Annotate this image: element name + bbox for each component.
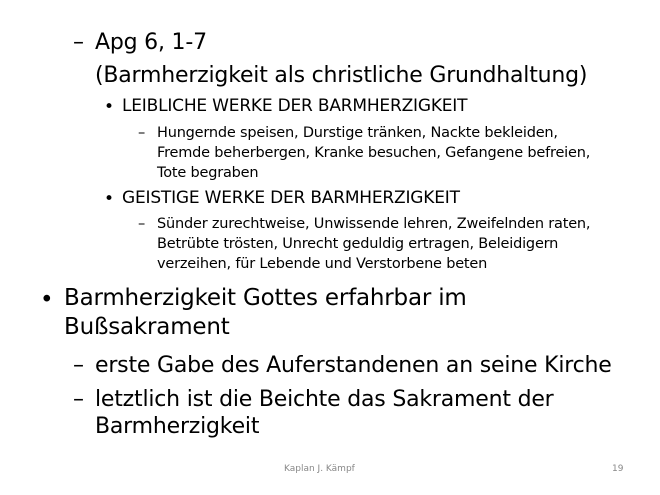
sub-point-line: erste Gabe des Auferstandenen an seine Kirche — [95, 353, 612, 378]
dash-marker: – — [73, 387, 84, 412]
sub-heading: Apg 6, 1-7 — [95, 30, 207, 55]
dash-marker: – — [138, 216, 146, 232]
bullet-marker: • — [104, 189, 115, 209]
section-heading-spiritual: GEISTIGE WERKE DER BARMHERZIGKEIT — [122, 188, 460, 208]
sub-heading-note: (Barmherzigkeit als christliche Grundhaltung) — [95, 63, 588, 88]
bullet-marker: • — [104, 97, 115, 117]
section-heading-bodily: LEIBLICHE WERKE DER BARMHERZIGKEIT — [122, 96, 468, 116]
spiritual-works-line: Sünder zurechtweise, Unwissende lehren, Zweifelnden raten, — [157, 216, 591, 232]
dash-marker: – — [73, 30, 84, 55]
sub-point-line: Barmherzigkeit — [95, 414, 260, 439]
spiritual-works-line: verzeihen, für Lebende und Verstorbene beten — [157, 256, 488, 272]
main-point-line: Barmherzigkeit Gottes erfahrbar im — [64, 285, 467, 311]
bodily-works-line: Hungernde speisen, Durstige tränken, Nackte bekleiden, — [157, 125, 558, 141]
spiritual-works-line: Betrübte trösten, Unrecht geduldig ertragen, Beleidigern — [157, 236, 559, 252]
bullet-marker: • — [40, 287, 54, 313]
sub-point-line: letztlich ist die Beichte das Sakrament der — [95, 387, 554, 412]
dash-marker: – — [138, 125, 146, 141]
footer-author: Kaplan J. Kämpf — [284, 464, 355, 474]
page-number: 19 — [612, 464, 624, 474]
bodily-works-line: Fremde beherbergen, Kranke besuchen, Gefangene befreien, — [157, 145, 591, 161]
bodily-works-line: Tote begraben — [157, 165, 259, 181]
main-point-line: Bußsakrament — [64, 314, 230, 340]
dash-marker: – — [73, 353, 84, 378]
